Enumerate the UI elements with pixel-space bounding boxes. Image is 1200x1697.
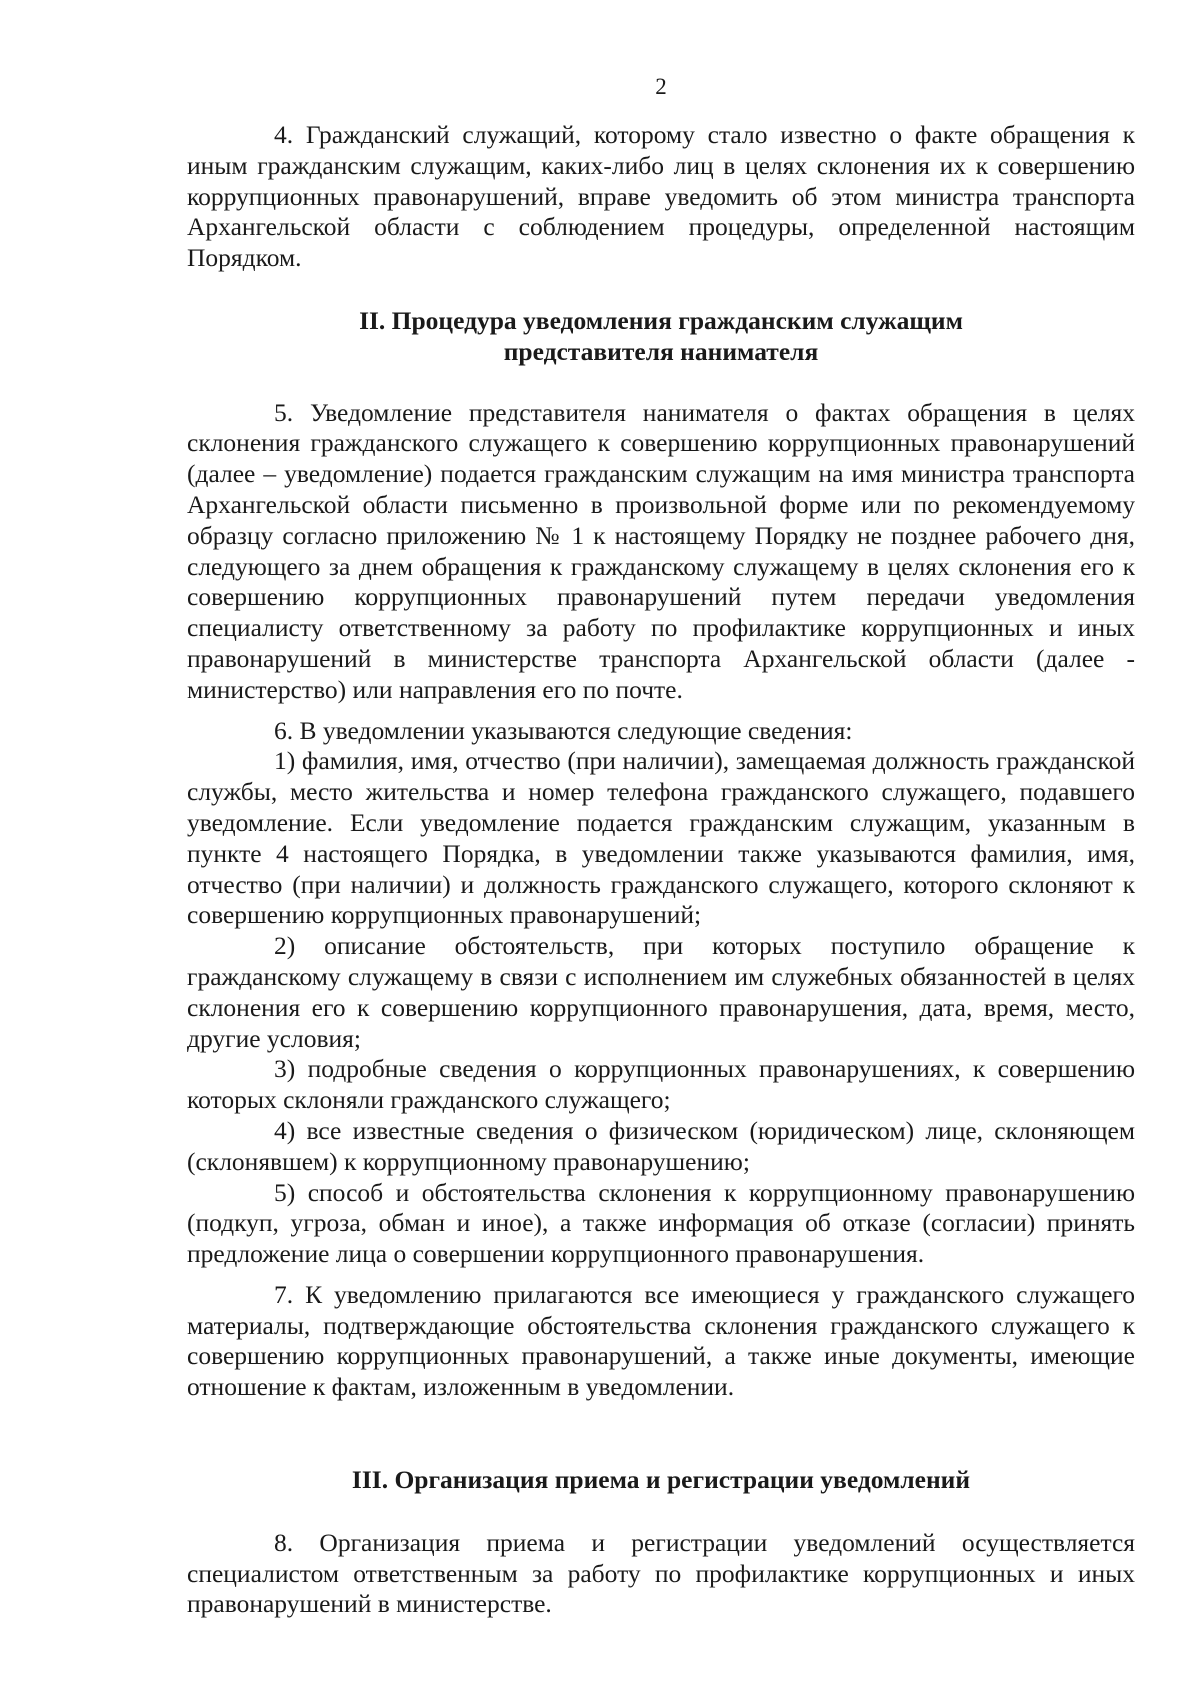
document-body [187, 120, 1135, 1620]
list-item-1: 1) фамилия, имя, отчество (при наличии), замещаемая должность гражданской службы, место жительства и номер телефона гражданского служащего, подавшего уведомление. Если уведомление подается гражданским служащим, указанным в пункте 4 настоящего Порядка, в уведомлении также указываются фамилия, имя, отчество (при наличии) и должность гражданского служащего, которого склоняют к совершению коррупционных правонарушений; [187, 746, 1135, 930]
section-2-heading [187, 306, 1135, 368]
paragraph-4: 4. Гражданский служащий, которому стало известно о факте обращения к иным гражданским служащим, каких-либо лиц в целях склонения их к совершению коррупционных правонарушений, вправе уведомить об этом министра транспорта Архангельской области с соблюдением процедуры, определенной настоящим Порядком. [187, 120, 1135, 273]
list-item-2: 2) описание обстоятельств, при которых поступило обращение к гражданскому служащему в связи с исполнением им служебных обязанностей в целях склонения его к совершению коррупционного правонарушения, дата, время, место, другие условия; [187, 931, 1135, 1053]
paragraph-6: 6. В уведомлении указываются следующие сведения: [274, 715, 853, 745]
section-2-heading-line-2: представителя нанимателя [503, 336, 819, 366]
list-item-4: 4) все известные сведения о физическом (юридическом) лице, склоняющем (склонявшем) к коррупционному правонарушению; [187, 1115, 1135, 1176]
section-2-heading-line-1: II. Процедура уведомления гражданским служащим [359, 305, 963, 335]
page-number: 2 [655, 74, 667, 99]
paragraph-8: 8. Организация приема и регистрации уведомлений осуществляется специалистом ответственным за работу по профилактике коррупционных и иных правонарушений в министерстве. [187, 1527, 1135, 1619]
paragraph-5: 5. Уведомление представителя нанимателя о фактах обращения в целях склонения гражданского служащего к совершению коррупционных правонарушений (далее – уведомление) подается гражданским служащим на имя министра транспорта Архангельской области письменно в произвольной форме или по рекомендуемому образцу согласно приложению № 1 к настоящему Порядку не позднее рабочего дня, следующего за днем обращения к гражданскому служащему в целях склонения его к совершению коррупционных правонарушений путем передачи уведомления специалисту ответственному за работу по профилактике коррупционных и иных правонарушений в министерстве транспорта Архангельской области (далее - министерство) или направления его по почте. [187, 397, 1135, 704]
section-3-heading: III. Организация приема и регистрации уведомлений [351, 1465, 971, 1495]
paragraph-7: 7. К уведомлению прилагаются все имеющиеся у гражданского служащего материалы, подтверждающие обстоятельства склонения гражданского служащего к совершению коррупционных правонарушений, а также иные документы, имеющие отношение к фактам, изложенным в уведомлении. [187, 1279, 1135, 1402]
list-item-3: 3) подробные сведения о коррупционных правонарушениях, к совершению которых склоняли гражданского служащего; [187, 1054, 1135, 1115]
list-item-5: 5) способ и обстоятельства склонения к коррупционному правонарушению (подкуп, угроза, обман и иное), а также информация об отказе (согласии) принять предложение лица о совершении коррупционного правонарушения. [187, 1177, 1135, 1269]
